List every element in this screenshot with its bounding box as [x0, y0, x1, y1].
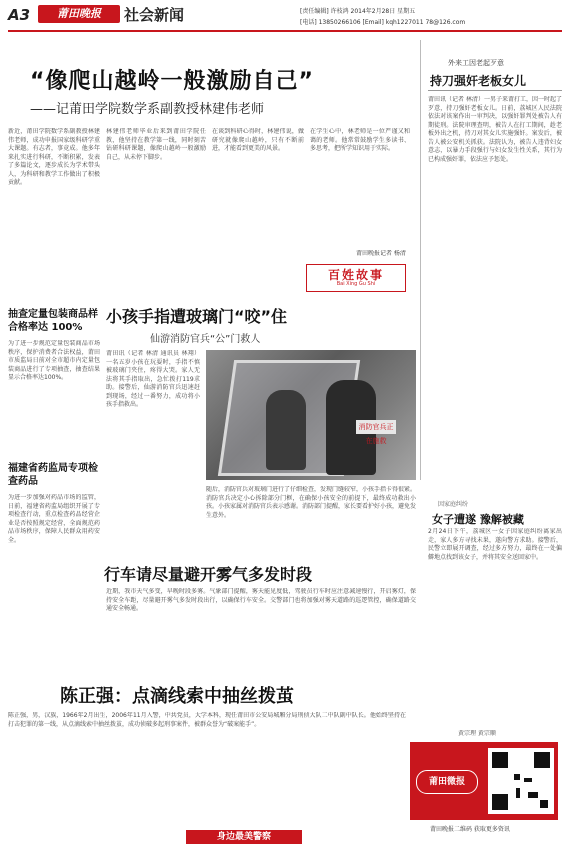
- side-bottom-text: 2月24日下午，荔城区一女子因家庭纠纷离家出走，家人多方寻找未果，遂向警方求助。接警后，民警立即展开调查，经过多方努力，最终在一处偏僻地点找到该女子，并将其安全送回家中。: [428, 528, 562, 561]
- column-divider: [420, 40, 421, 480]
- wechat-promo: [410, 742, 558, 820]
- lead-subheadline: ——记莆田学院数学系副教授林建伟老师: [30, 102, 265, 117]
- brief-title-1: 抽查定量包装商品样合格率达 100%: [8, 309, 98, 333]
- brief-title-2: 福建省药监局专项检查药品: [8, 463, 98, 487]
- paper-logo: 莆田晚报: [38, 5, 120, 23]
- side-top-kicker: 外来工因老起歹意: [448, 59, 504, 67]
- lead-col-4: 在学生心中，林老师是一位严谨又和蔼的老师。他常常鼓励学生多读书、多思考，把所学知识用于实际。: [310, 128, 410, 152]
- section-title: 社会新闻: [124, 6, 185, 24]
- side-bottom-kicker: 因家庭纠纷: [438, 501, 469, 508]
- bottom-banner: 身边最美警察: [186, 830, 302, 844]
- lead-col-3: 在谈到科研心得时，林建伟说，做研究就像爬山越岭，只有不断前进，才能看到更美的风景。: [212, 128, 304, 152]
- story4-text: 陈正强，男，汉族，1966年2月出生，2006年11月入警，中共党员，大学本科，现任莆田市公安局城厢分局刑侦大队二中队副中队长。他始终坚持在打击犯罪的第一线，从点滴线索中抽丝拨茧，成功侦破多起刑事案件，被群众誉为“破案能手”。: [8, 712, 406, 728]
- column-logo: [306, 264, 406, 292]
- lead-byline: 莆田晚报记者 杨清: [356, 250, 406, 257]
- side-top-title: 持刀强奸老板女儿: [430, 74, 527, 88]
- wechat-badge: 莆田微报: [416, 770, 478, 794]
- qr-code-icon[interactable]: [488, 748, 554, 814]
- lead-col-2: 林建伟老师毕业后来到莆田学院任教，他坚持在教学第一线，同时刻苦钻研科研课题，像爬山越岭一般激励自己，从未停下脚步。: [106, 128, 206, 161]
- story3-text: 近期，我市天气多变，早晚时段多雾。气象部门提醒，雾天能见度低，驾驶员行车时应注意减速慢行，开启雾灯，保持安全车距，尽量避开雾气多发时段出行，以确保行车安全。交警部门也将加强对雾天道路的巡逻管控，确保道路交通安全畅通。: [106, 588, 416, 612]
- wechat-caption: 莆田晚报二维码 获取更多资讯: [430, 826, 510, 833]
- editor-line: [责任编辑] 许枝鸿 2014年2月28日 星期五: [300, 8, 416, 15]
- story2-text-right: 随后，消防官兵对玻璃门进行了仔细检查，发现门缝较窄，小孩手指卡得很紧。消防官兵决定小心拆除部分门框，在确保小孩安全的前提下，最终成功救出小孩。小孩家属对消防官兵表示感谢。消防部门提醒，家长要看护好小孩，避免发生意外。: [206, 486, 416, 519]
- story3-headline: 行车请尽量避开雾气多发时段: [104, 565, 313, 584]
- story2-subheadline: 仙游消防官兵“公”门救人: [150, 334, 261, 345]
- story2-text-left: 莆田讯（记者 林清 通讯员 林翔）一名五岁小孩在玩耍时，手指不慎被玻璃门夹住，疼得大哭。家人无法将其手指取出，急忙拨打119求助。接警后，仙游消防官兵迅速赶到现场，经过一番努力，成功将小孩手指救出。: [106, 350, 200, 408]
- side-bottom-title: 女子遭遂 豫解被藏: [432, 513, 524, 526]
- photo-caption: 消防官兵正在施救: [356, 420, 396, 434]
- side-bottom-byline: 黄宗理 黄宗顺: [458, 730, 496, 737]
- column-logo-en: Bai Xing Gu Shi: [336, 281, 376, 287]
- side-top-text: 莆田讯（记者 林清）一男子来莆打工，因一时起了歹意，持刀强奸老板女儿。日前，荔城区人民法院依法对该案作出一审判决，以强奸罪判处被告人有期徒刑。法院审理查明，被告人在打工期间，趁老板外出之机，持刀对其女儿实施强奸。案发后，被告人被公安机关抓获。法院认为，被告人违背妇女意志，以暴力手段强行与妇女发生性关系，其行为已构成强奸罪，依法应予惩处。: [428, 96, 562, 163]
- contact-line: [电话] 13850266106 [Email] kqh1227011 78@126.com: [300, 19, 466, 26]
- brief-text-1: 为了进一步规范定量包装商品市场秩序，保护消费者合法权益，莆田市质监局日前对全市超市内定量包装商品进行了专项抽查，抽查结果显示合格率达100%。: [8, 340, 100, 381]
- brief-text-2: 为进一步加强对药品市场的监管，日前，福建省药监局组织开展了专项检查行动，重点检查药品经营企业是否按照规定经营，全面规范药品市场秩序，保障人民群众用药安全。: [8, 494, 100, 544]
- rescue-photo: [206, 350, 416, 480]
- lead-headline: “像爬山越岭一般激励自己”: [30, 69, 314, 94]
- child-figure: [266, 390, 306, 470]
- column-logo-cn: 百姓故事: [327, 268, 384, 282]
- story2-headline: 小孩手指遭玻璃门“咬”住: [106, 307, 288, 326]
- page-number: A3: [8, 6, 31, 24]
- masthead-rule: [8, 30, 562, 32]
- side-top-rule: [428, 90, 562, 91]
- lead-col-1: 新近，莆田学院数学系副教授林建伟老师，成功申报国家级科研学重大课题。有志者，事竟成。他多年来扎实进行科研，不断积累，发表了多篇论文，逐步成长为学术带头人，为科研和教学工作做出了积极贡献。: [8, 128, 100, 186]
- story4-headline: 陈正强：点滴线索中抽丝拨茧: [60, 686, 294, 707]
